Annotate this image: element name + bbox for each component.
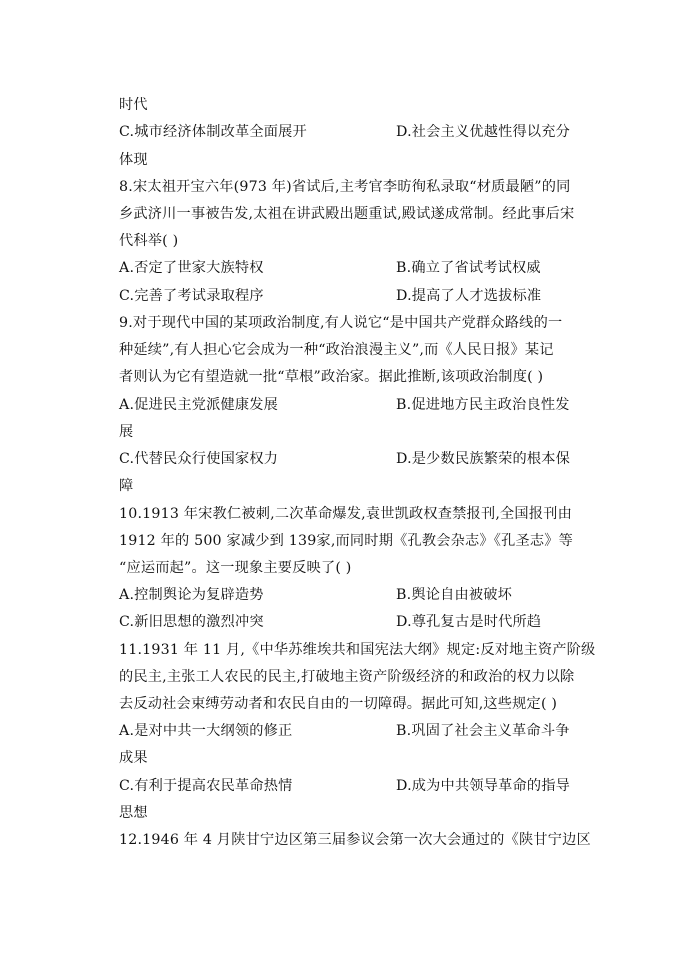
- option-c: C.代替民众行使国家权力: [119, 451, 279, 467]
- text-line: 成果: [119, 750, 148, 766]
- question-10-stem: 10.1913 年宋教仁被刺,二次革命爆发,袁世凯政权查禁报刊,全国报刊由: [119, 506, 572, 522]
- option-c: C.新旧思想的激烈冲突: [119, 614, 264, 630]
- question-8-stem: 8.宋太祖开宝六年(973 年)省试后,主考官李昉徇私录取“材质最陋”的同: [119, 179, 571, 195]
- option-b: B.确立了省试考试权威: [396, 260, 541, 276]
- option-d: D.提高了人才选拔标准: [396, 288, 542, 304]
- option-d: D.尊孔复古是时代所趋: [396, 614, 542, 630]
- option-b: B.舆论自由被破坏: [396, 587, 513, 603]
- question-9-stem: 者则认为它有望造就一批“草根”政治家。据此推断,该项政治制度( ): [119, 369, 544, 385]
- question-9-stem: 9.对于现代中国的某项政治制度,有人说它“是中国共产党群众路线的一: [119, 315, 563, 331]
- option-a: A.是对中共一大纲领的修正: [119, 723, 293, 739]
- question-10-stem: “应运而起”。这一现象主要反映了( ): [119, 560, 352, 576]
- option-b: B.促进地方民主政治良性发: [396, 397, 570, 413]
- question-11-stem: 的民主,主张工人农民的民主,打破地主资产阶级经济的和政治的权力以除: [119, 669, 575, 685]
- option-a: A.否定了世家大族特权: [119, 260, 264, 276]
- question-10-stem: 1912 年的 500 家减少到 139家,而同时期《孔教会杂志》《孔圣志》等: [119, 533, 574, 549]
- question-8-stem: 乡武济川一事被告发,太祖在讲武殿出题重试,殿试遂成常制。经此事后宋: [119, 206, 575, 222]
- option-c: C.有利于提高农民革命热情: [119, 778, 293, 794]
- option-b: B.巩固了社会主义革命斗争: [396, 723, 570, 739]
- option-d: D.是少数民族繁荣的根本保: [396, 451, 571, 467]
- question-12-stem: 12.1946 年 4 月陕甘宁边区第三届参议会第一次大会通过的《陕甘宁边区: [119, 832, 591, 848]
- question-8-stem: 代科举( ): [119, 233, 179, 249]
- option-d: D.成为中共领导革命的指导: [396, 778, 571, 794]
- question-9-stem: 种延续”,有人担心它会成为一种“政治浪漫主义”,而《人民日报》某记: [119, 342, 554, 358]
- option-c: C.完善了考试录取程序: [119, 288, 264, 304]
- question-11-stem: 11.1931 年 11 月,《中华苏维埃共和国宪法大纲》规定:反对地主资产阶级: [119, 642, 596, 658]
- text-line: 体现: [119, 152, 148, 168]
- question-11-stem: 去反动社会束缚劳动者和农民自由的一切障碍。据此可知,这些规定( ): [119, 696, 558, 712]
- option-d: D.社会主义优越性得以充分: [396, 124, 571, 140]
- text-line: 时代: [119, 97, 148, 113]
- text-line: 展: [119, 424, 134, 440]
- option-a: A.控制舆论为复辟造势: [119, 587, 264, 603]
- option-a: A.促进民主党派健康发展: [119, 397, 279, 413]
- text-line: 思想: [119, 805, 148, 821]
- text-line: 障: [119, 478, 134, 494]
- option-c: C.城市经济体制改革全面展开: [119, 124, 307, 140]
